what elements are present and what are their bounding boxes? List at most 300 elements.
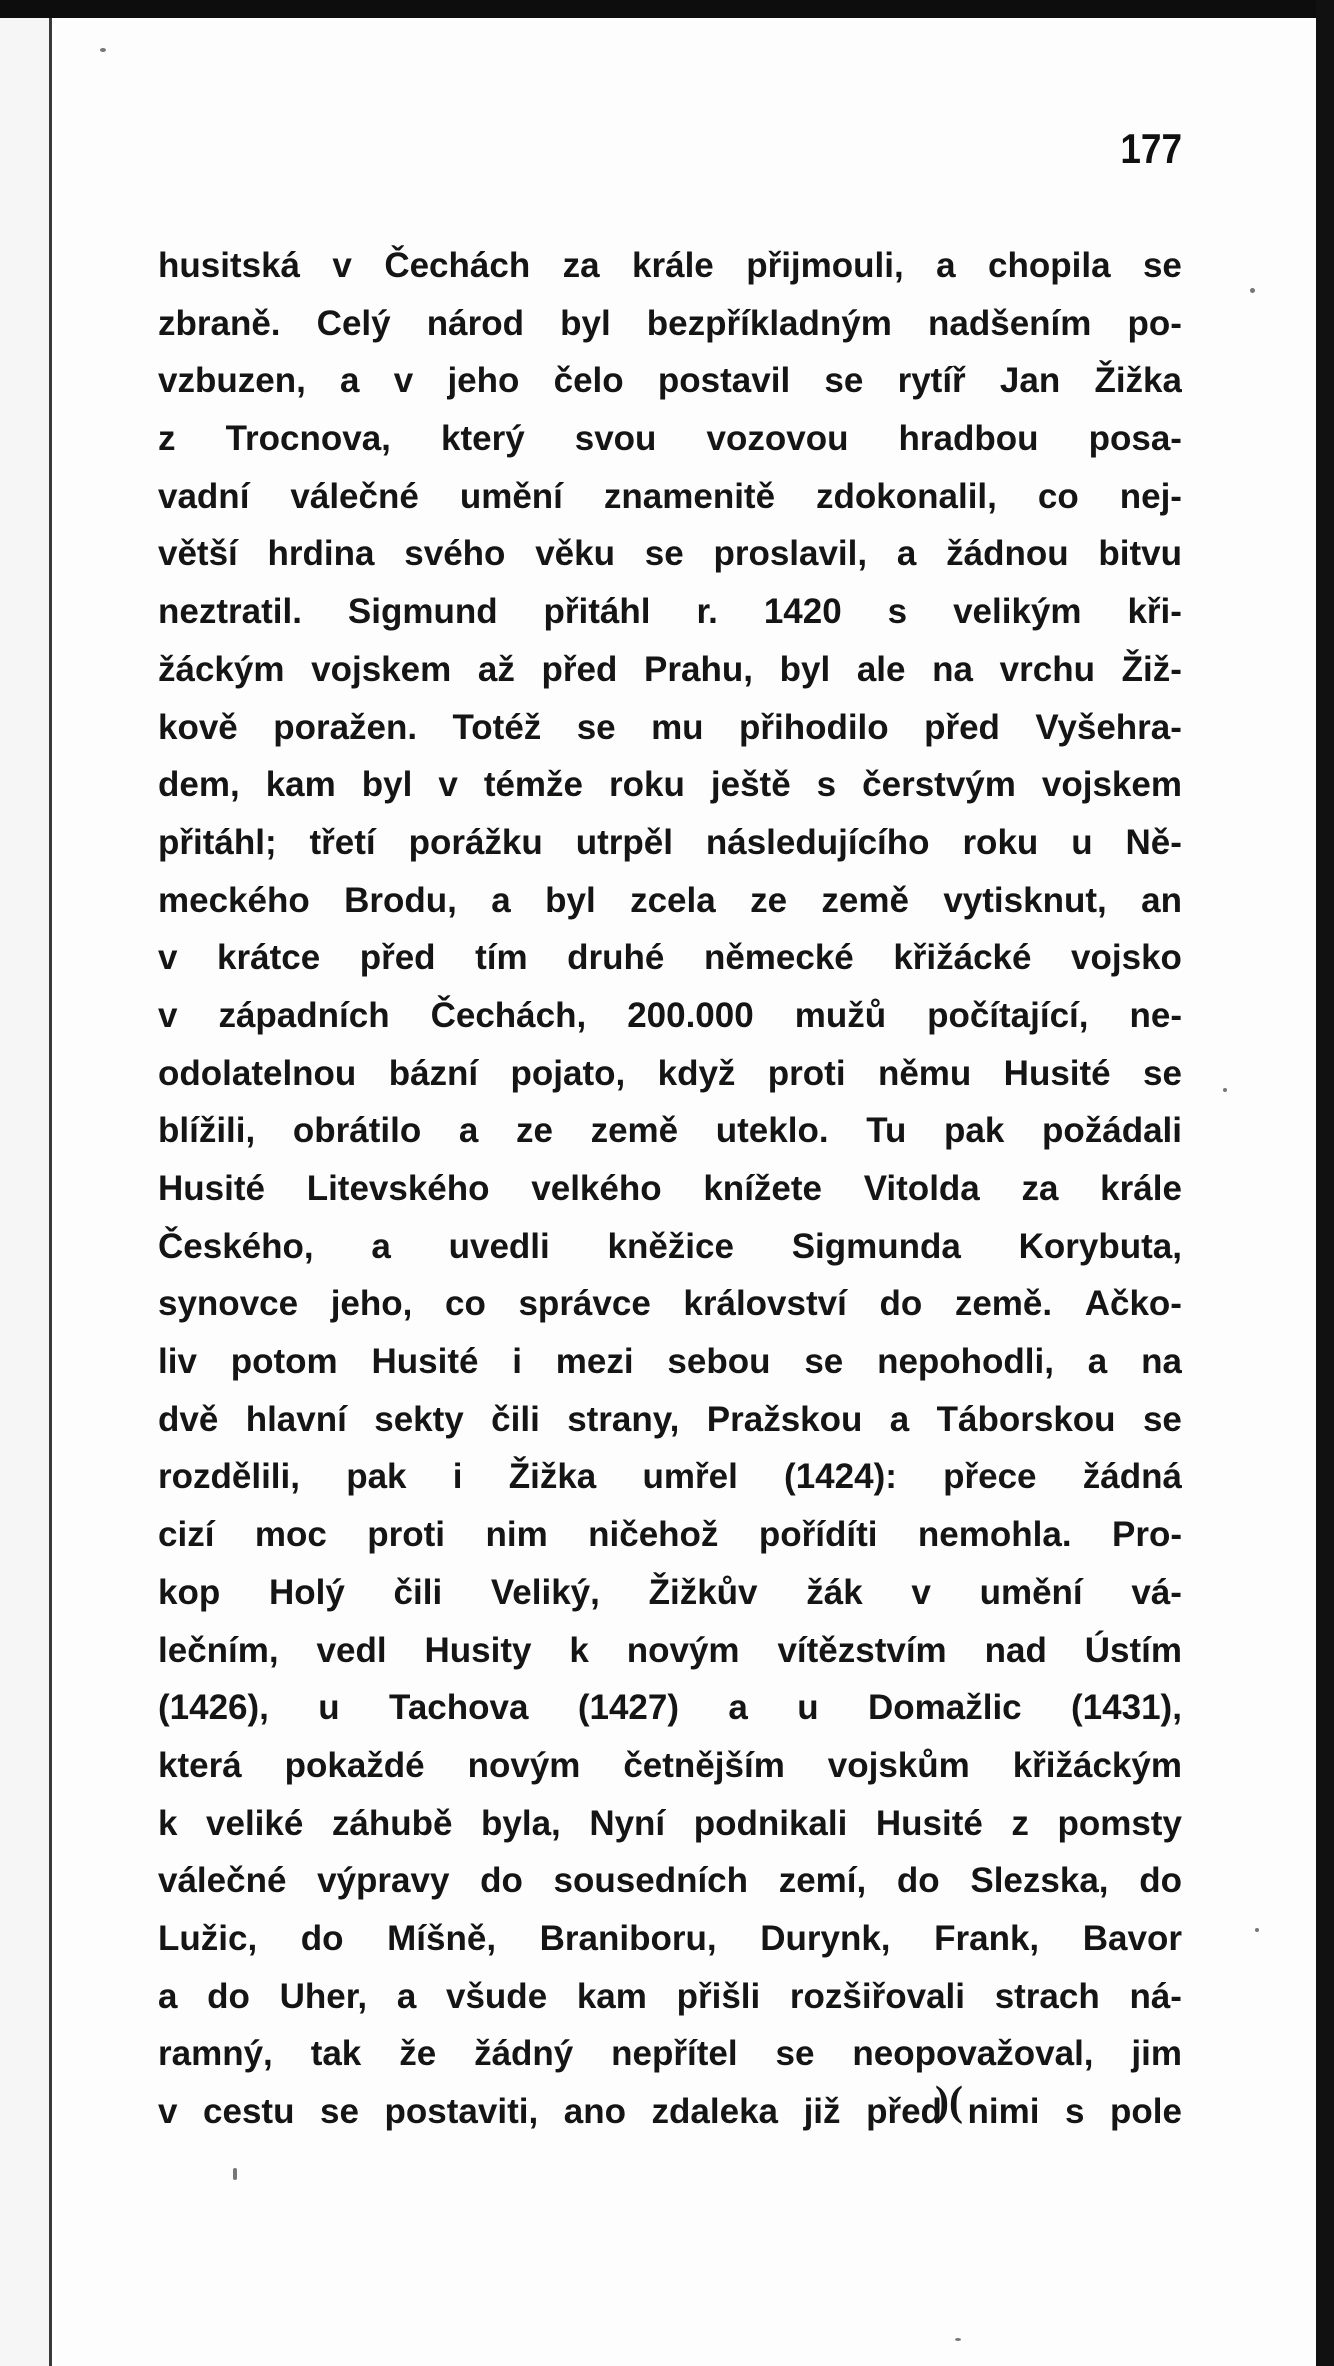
word: správce: [518, 1284, 651, 1324]
word: po-: [1127, 303, 1182, 343]
word: Celý: [316, 303, 391, 343]
word: byl: [779, 649, 831, 689]
word: r.: [696, 592, 718, 632]
word: křižáckým: [1012, 1745, 1182, 1785]
word: rozšiřovali: [789, 1976, 965, 2016]
word: se: [775, 2034, 815, 2074]
word: ničehož: [588, 1515, 719, 1555]
word: odolatelnou: [158, 1053, 357, 1093]
word: pokaždé: [284, 1745, 425, 1785]
word: potom: [230, 1342, 338, 1382]
word: zdokonalil,: [816, 476, 997, 516]
word: všude: [446, 1976, 548, 2016]
word: Žižka: [508, 1457, 597, 1497]
word: Lužic,: [158, 1918, 258, 1958]
word: Tu: [866, 1111, 907, 1151]
word: Sigmunda: [791, 1226, 961, 1266]
word: čili: [393, 1572, 443, 1612]
word: vzbuzen,: [158, 361, 306, 401]
word: vojskem: [311, 649, 452, 689]
text-line: [158, 1045, 1182, 1103]
word: umění: [979, 1572, 1083, 1612]
word: Žižka: [1094, 361, 1182, 401]
text-line: [158, 237, 1182, 295]
word: Čechách: [384, 246, 531, 285]
word: válečné: [158, 1861, 287, 1901]
word: velikým: [953, 592, 1082, 632]
word: před: [924, 707, 1000, 747]
word: v: [393, 361, 414, 401]
word: kop: [158, 1572, 221, 1612]
word: na: [932, 649, 974, 689]
text-line: [158, 1564, 1182, 1622]
text-line: [158, 1737, 1182, 1795]
text-line: [158, 1218, 1182, 1276]
text-line: [158, 641, 1182, 699]
text-line: [158, 410, 1182, 468]
word: počítající,: [927, 995, 1089, 1035]
word: žák: [806, 1572, 863, 1612]
word: válečné: [290, 476, 419, 516]
word: neopovažoval,: [852, 2034, 1094, 2074]
scan-speck: [1250, 288, 1255, 293]
word: strany,: [567, 1399, 680, 1439]
word: uteklo.: [715, 1111, 829, 1151]
word: chopila: [988, 246, 1111, 285]
word: nadšením: [928, 303, 1092, 343]
word: Nyní: [589, 1803, 666, 1843]
word: cestu: [203, 2092, 295, 2131]
word: Slezska,: [970, 1861, 1109, 1901]
word: byl: [361, 765, 413, 805]
word: Pro-: [1111, 1515, 1182, 1555]
word: do: [879, 1284, 923, 1324]
word: a: [458, 1111, 479, 1151]
text-line: [158, 1622, 1182, 1680]
word: druhé: [567, 938, 665, 978]
word: Litevského: [306, 1169, 490, 1208]
word: a: [340, 361, 360, 401]
text-line: [158, 1275, 1182, 1333]
word: pojato,: [510, 1053, 626, 1093]
text-line: [158, 872, 1182, 930]
word: kři-: [1127, 592, 1182, 632]
word: sousedních: [553, 1861, 749, 1901]
word: před: [541, 649, 618, 689]
word: mezi: [555, 1342, 634, 1382]
word: 1420: [763, 592, 842, 632]
text-line: [158, 1160, 1182, 1218]
word: Čechách,: [430, 995, 587, 1035]
word: vrchu: [999, 649, 1095, 689]
word: tím: [475, 938, 528, 978]
word: když: [657, 1053, 736, 1093]
word: kam: [576, 1976, 647, 2016]
word: dem,: [158, 765, 240, 805]
word: v: [911, 1572, 931, 1612]
word: proti: [367, 1515, 446, 1555]
word: vítězstvím: [777, 1630, 947, 1670]
word: následujícího: [705, 822, 930, 862]
scan-border-right: [1316, 0, 1334, 2366]
word: z: [158, 419, 176, 459]
scan-speck: [233, 2168, 237, 2180]
word: vadní: [158, 476, 250, 516]
word: přišli: [676, 1976, 761, 2016]
word: svou: [574, 419, 657, 459]
word: Frank,: [934, 1918, 1040, 1958]
word: do: [207, 1976, 250, 2016]
word: Jan: [999, 361, 1061, 401]
word: (1426),: [158, 1688, 269, 1728]
word: Husité: [1003, 1053, 1111, 1093]
word: Vyšehra-: [1035, 707, 1182, 747]
word: umění: [459, 476, 563, 516]
word: Českého,: [158, 1226, 314, 1266]
word: byl: [560, 303, 611, 343]
word: pak: [346, 1457, 407, 1497]
word: podnikali: [693, 1803, 848, 1843]
word: hlavní: [245, 1399, 347, 1439]
word: Holý: [268, 1572, 345, 1612]
word: jeho: [447, 361, 520, 401]
word: a: [371, 1226, 391, 1266]
word: žáckým: [158, 649, 285, 689]
word: Táborskou: [936, 1399, 1116, 1439]
word: čelo: [553, 361, 624, 401]
text-line: [158, 814, 1182, 872]
word: sebou: [667, 1342, 771, 1382]
word: se: [644, 534, 684, 574]
word: vojskům: [827, 1745, 970, 1785]
word: západních: [218, 995, 390, 1035]
word: Žižkův: [648, 1572, 758, 1612]
word: s: [887, 592, 908, 632]
word: nad: [984, 1630, 1047, 1670]
word: v: [158, 2092, 178, 2131]
word: která: [158, 1745, 242, 1785]
word: blížili,: [158, 1111, 256, 1151]
text-line: [158, 1852, 1182, 1910]
word: Ústím: [1084, 1630, 1182, 1670]
word: (1427): [577, 1688, 679, 1728]
word: nepřítel: [611, 2034, 738, 2074]
word: rytíř: [897, 361, 966, 401]
word: cizí: [158, 1515, 215, 1555]
word: Husité: [158, 1169, 265, 1208]
word: bázní: [388, 1053, 479, 1093]
word: věku: [535, 534, 615, 574]
word: Domažlic: [867, 1688, 1022, 1728]
word: an: [1141, 880, 1182, 920]
word: byla,: [481, 1803, 561, 1843]
word: Pražskou: [706, 1399, 863, 1439]
word: postaviti,: [384, 2092, 539, 2131]
word: nemohla.: [917, 1515, 1072, 1555]
word: pořídíti: [758, 1515, 878, 1555]
word: u: [797, 1688, 819, 1728]
word: ze: [515, 1111, 553, 1151]
word: k: [158, 1803, 178, 1843]
word: v: [332, 246, 352, 285]
word: vojsko: [1071, 938, 1182, 978]
word: ne-: [1129, 995, 1182, 1035]
text-line: [158, 1391, 1182, 1449]
word: před: [359, 938, 436, 978]
word: žádnou: [946, 534, 1069, 574]
word: veliké: [206, 1803, 304, 1843]
word: krále: [632, 246, 714, 285]
word: bitvu: [1098, 534, 1182, 574]
book-page: [55, 18, 1316, 2366]
word: ale: [856, 649, 906, 689]
word: přijmouli,: [746, 246, 904, 285]
word: (1431),: [1071, 1688, 1182, 1728]
word: až: [477, 649, 515, 689]
text-line: [158, 2025, 1182, 2083]
word: vozovou: [706, 419, 849, 459]
word: zbraně.: [158, 303, 281, 343]
word: poražen.: [273, 707, 418, 747]
word: sekty: [374, 1399, 464, 1439]
word: a: [158, 1976, 178, 2016]
word: se: [804, 1342, 844, 1382]
text-line: [158, 295, 1182, 353]
text-line: [158, 699, 1182, 757]
word: u: [318, 1688, 340, 1728]
word: bezpříkladným: [646, 303, 892, 343]
word: vá-: [1131, 1572, 1182, 1612]
word: a: [728, 1688, 748, 1728]
text-line: [158, 929, 1182, 987]
word: strach: [994, 1976, 1100, 2016]
word: velkého: [531, 1169, 662, 1208]
word: Trocnova,: [225, 419, 391, 459]
word: a: [936, 246, 956, 285]
word: Ně-: [1125, 822, 1182, 862]
word: postavil: [657, 361, 791, 401]
word: žádná: [1082, 1457, 1182, 1497]
word: ano: [563, 2092, 626, 2131]
word: větší: [158, 534, 238, 574]
page-number: 177: [1120, 125, 1182, 172]
word: a: [396, 1976, 417, 2016]
word: v: [158, 995, 178, 1035]
word: kam: [265, 765, 336, 805]
word: země: [590, 1111, 679, 1151]
word: zdaleka: [651, 2092, 778, 2131]
word: posa-: [1088, 419, 1182, 459]
word: s: [1065, 2092, 1085, 2131]
word: svého: [404, 534, 506, 574]
text-line: [158, 1102, 1182, 1160]
word: i: [512, 1342, 522, 1382]
word: k: [569, 1630, 589, 1670]
text-line: [158, 1968, 1182, 2026]
word: liv: [158, 1342, 197, 1382]
word: četnějším: [623, 1745, 785, 1785]
word: žádný: [474, 2034, 574, 2074]
text-line: [158, 756, 1182, 814]
word: se: [320, 2092, 359, 2131]
word: (1424):: [784, 1457, 897, 1497]
text-line: [158, 352, 1182, 410]
text-line: [158, 583, 1182, 641]
word: přitáhl: [543, 592, 651, 632]
word: v: [158, 938, 178, 978]
word: do: [480, 1861, 523, 1901]
word: rozdělili,: [158, 1457, 300, 1497]
word: co: [1037, 476, 1079, 516]
word: na: [1141, 1342, 1182, 1382]
text-line: [158, 1910, 1182, 1968]
word: ramný,: [158, 2034, 273, 2074]
word: ná-: [1129, 1976, 1182, 2016]
word: utrpěl: [575, 822, 673, 862]
word: již: [803, 2092, 841, 2131]
word: knížete: [703, 1169, 822, 1208]
word: výpravy: [317, 1861, 450, 1901]
word: Veliký,: [490, 1572, 600, 1612]
word: ze: [750, 880, 788, 920]
word: u: [1071, 822, 1093, 862]
text-line: [158, 1679, 1182, 1737]
word: uvedli: [448, 1226, 550, 1266]
word: se: [1142, 1399, 1182, 1439]
word: Uher,: [279, 1976, 368, 2016]
facing-page-edge: [0, 18, 52, 2366]
scan-speck: [1223, 1088, 1227, 1092]
word: a: [491, 880, 511, 920]
word: Tachova: [389, 1688, 529, 1728]
word: Ačko-: [1084, 1284, 1182, 1324]
word: Sigmund: [347, 592, 498, 632]
word: nej-: [1119, 476, 1182, 516]
word: novým: [626, 1630, 740, 1670]
word: nepohodli,: [877, 1342, 1054, 1382]
word: pole: [1110, 2092, 1182, 2131]
word: Prahu,: [644, 649, 753, 689]
word: země: [821, 880, 909, 920]
word: nimi: [967, 2092, 1040, 2131]
word: Braniboru,: [539, 1918, 717, 1958]
word: němu: [877, 1053, 972, 1093]
word: pak: [944, 1111, 1005, 1151]
word: zcela: [630, 880, 716, 920]
word: 200.000: [627, 995, 754, 1035]
word: krátce: [217, 938, 321, 978]
word: před: [866, 2092, 942, 2131]
text-line: [158, 2083, 1182, 2141]
word: Husity: [424, 1630, 532, 1670]
word: novým: [467, 1745, 581, 1785]
word: vojskem: [1041, 765, 1182, 805]
word: husitská: [158, 246, 300, 285]
word: Bavor: [1082, 1918, 1182, 1958]
word: roku: [609, 765, 685, 805]
word: z: [1011, 1803, 1029, 1843]
word: a: [889, 1399, 910, 1439]
word: za: [562, 246, 600, 285]
word: meckého: [158, 880, 310, 920]
word: krále: [1100, 1169, 1182, 1208]
text-line: [158, 987, 1182, 1045]
word: se: [576, 707, 616, 747]
word: mu: [651, 707, 704, 747]
word: Husité: [371, 1342, 479, 1382]
word: se: [1142, 246, 1182, 285]
signature-mark: )(: [935, 2079, 963, 2125]
word: ještě: [710, 765, 791, 805]
word: témže: [483, 765, 584, 805]
word: křižácké: [893, 938, 1032, 978]
text-line: [158, 1333, 1182, 1391]
word: neztratil.: [158, 592, 302, 632]
word: země.: [954, 1284, 1053, 1324]
word: Totéž: [452, 707, 542, 747]
word: vedl: [316, 1630, 387, 1670]
word: a: [896, 534, 917, 574]
word: v: [438, 765, 458, 805]
word: dvě: [158, 1399, 219, 1439]
text-line: [158, 468, 1182, 526]
word: vytisknut,: [943, 880, 1107, 920]
word: porážku: [408, 822, 543, 862]
word: i: [452, 1457, 463, 1497]
word: synovce: [158, 1284, 299, 1324]
word: jim: [1131, 2034, 1182, 2074]
word: co: [445, 1284, 486, 1324]
word: jeho,: [330, 1284, 413, 1324]
word: německé: [703, 938, 854, 978]
text-line: [158, 1506, 1182, 1564]
word: roku: [962, 822, 1039, 862]
word: požádali: [1041, 1111, 1182, 1151]
text-line: [158, 1448, 1182, 1506]
word: tak: [310, 2034, 362, 2074]
word: proslavil,: [713, 534, 868, 574]
word: znamenitě: [603, 476, 776, 516]
word: Žiž-: [1121, 649, 1182, 689]
word: Korybuta,: [1018, 1226, 1182, 1266]
word: Brodu,: [344, 880, 457, 920]
word: přihodilo: [738, 707, 889, 747]
word: čerstvým: [862, 765, 1016, 805]
word: lečním,: [158, 1630, 279, 1670]
word: že: [399, 2034, 437, 2074]
word: Míšně,: [387, 1918, 497, 1958]
word: proti: [767, 1053, 846, 1093]
word: hrdina: [267, 534, 375, 574]
word: se: [824, 361, 864, 401]
text-line: [158, 1795, 1182, 1853]
word: čili: [491, 1399, 540, 1439]
word: přitáhl;: [158, 822, 277, 862]
word: kněžice: [607, 1226, 734, 1266]
word: kově: [158, 707, 238, 747]
word: byl: [545, 880, 596, 920]
word: hradbou: [898, 419, 1039, 459]
word: do: [1139, 1861, 1182, 1901]
word: do: [896, 1861, 940, 1901]
word: moc: [254, 1515, 327, 1555]
word: a: [1087, 1342, 1108, 1382]
word: třetí: [309, 822, 376, 862]
word: za: [1021, 1169, 1059, 1208]
word: umřel: [642, 1457, 738, 1497]
word: mužů: [794, 995, 887, 1035]
word: nim: [485, 1515, 548, 1555]
